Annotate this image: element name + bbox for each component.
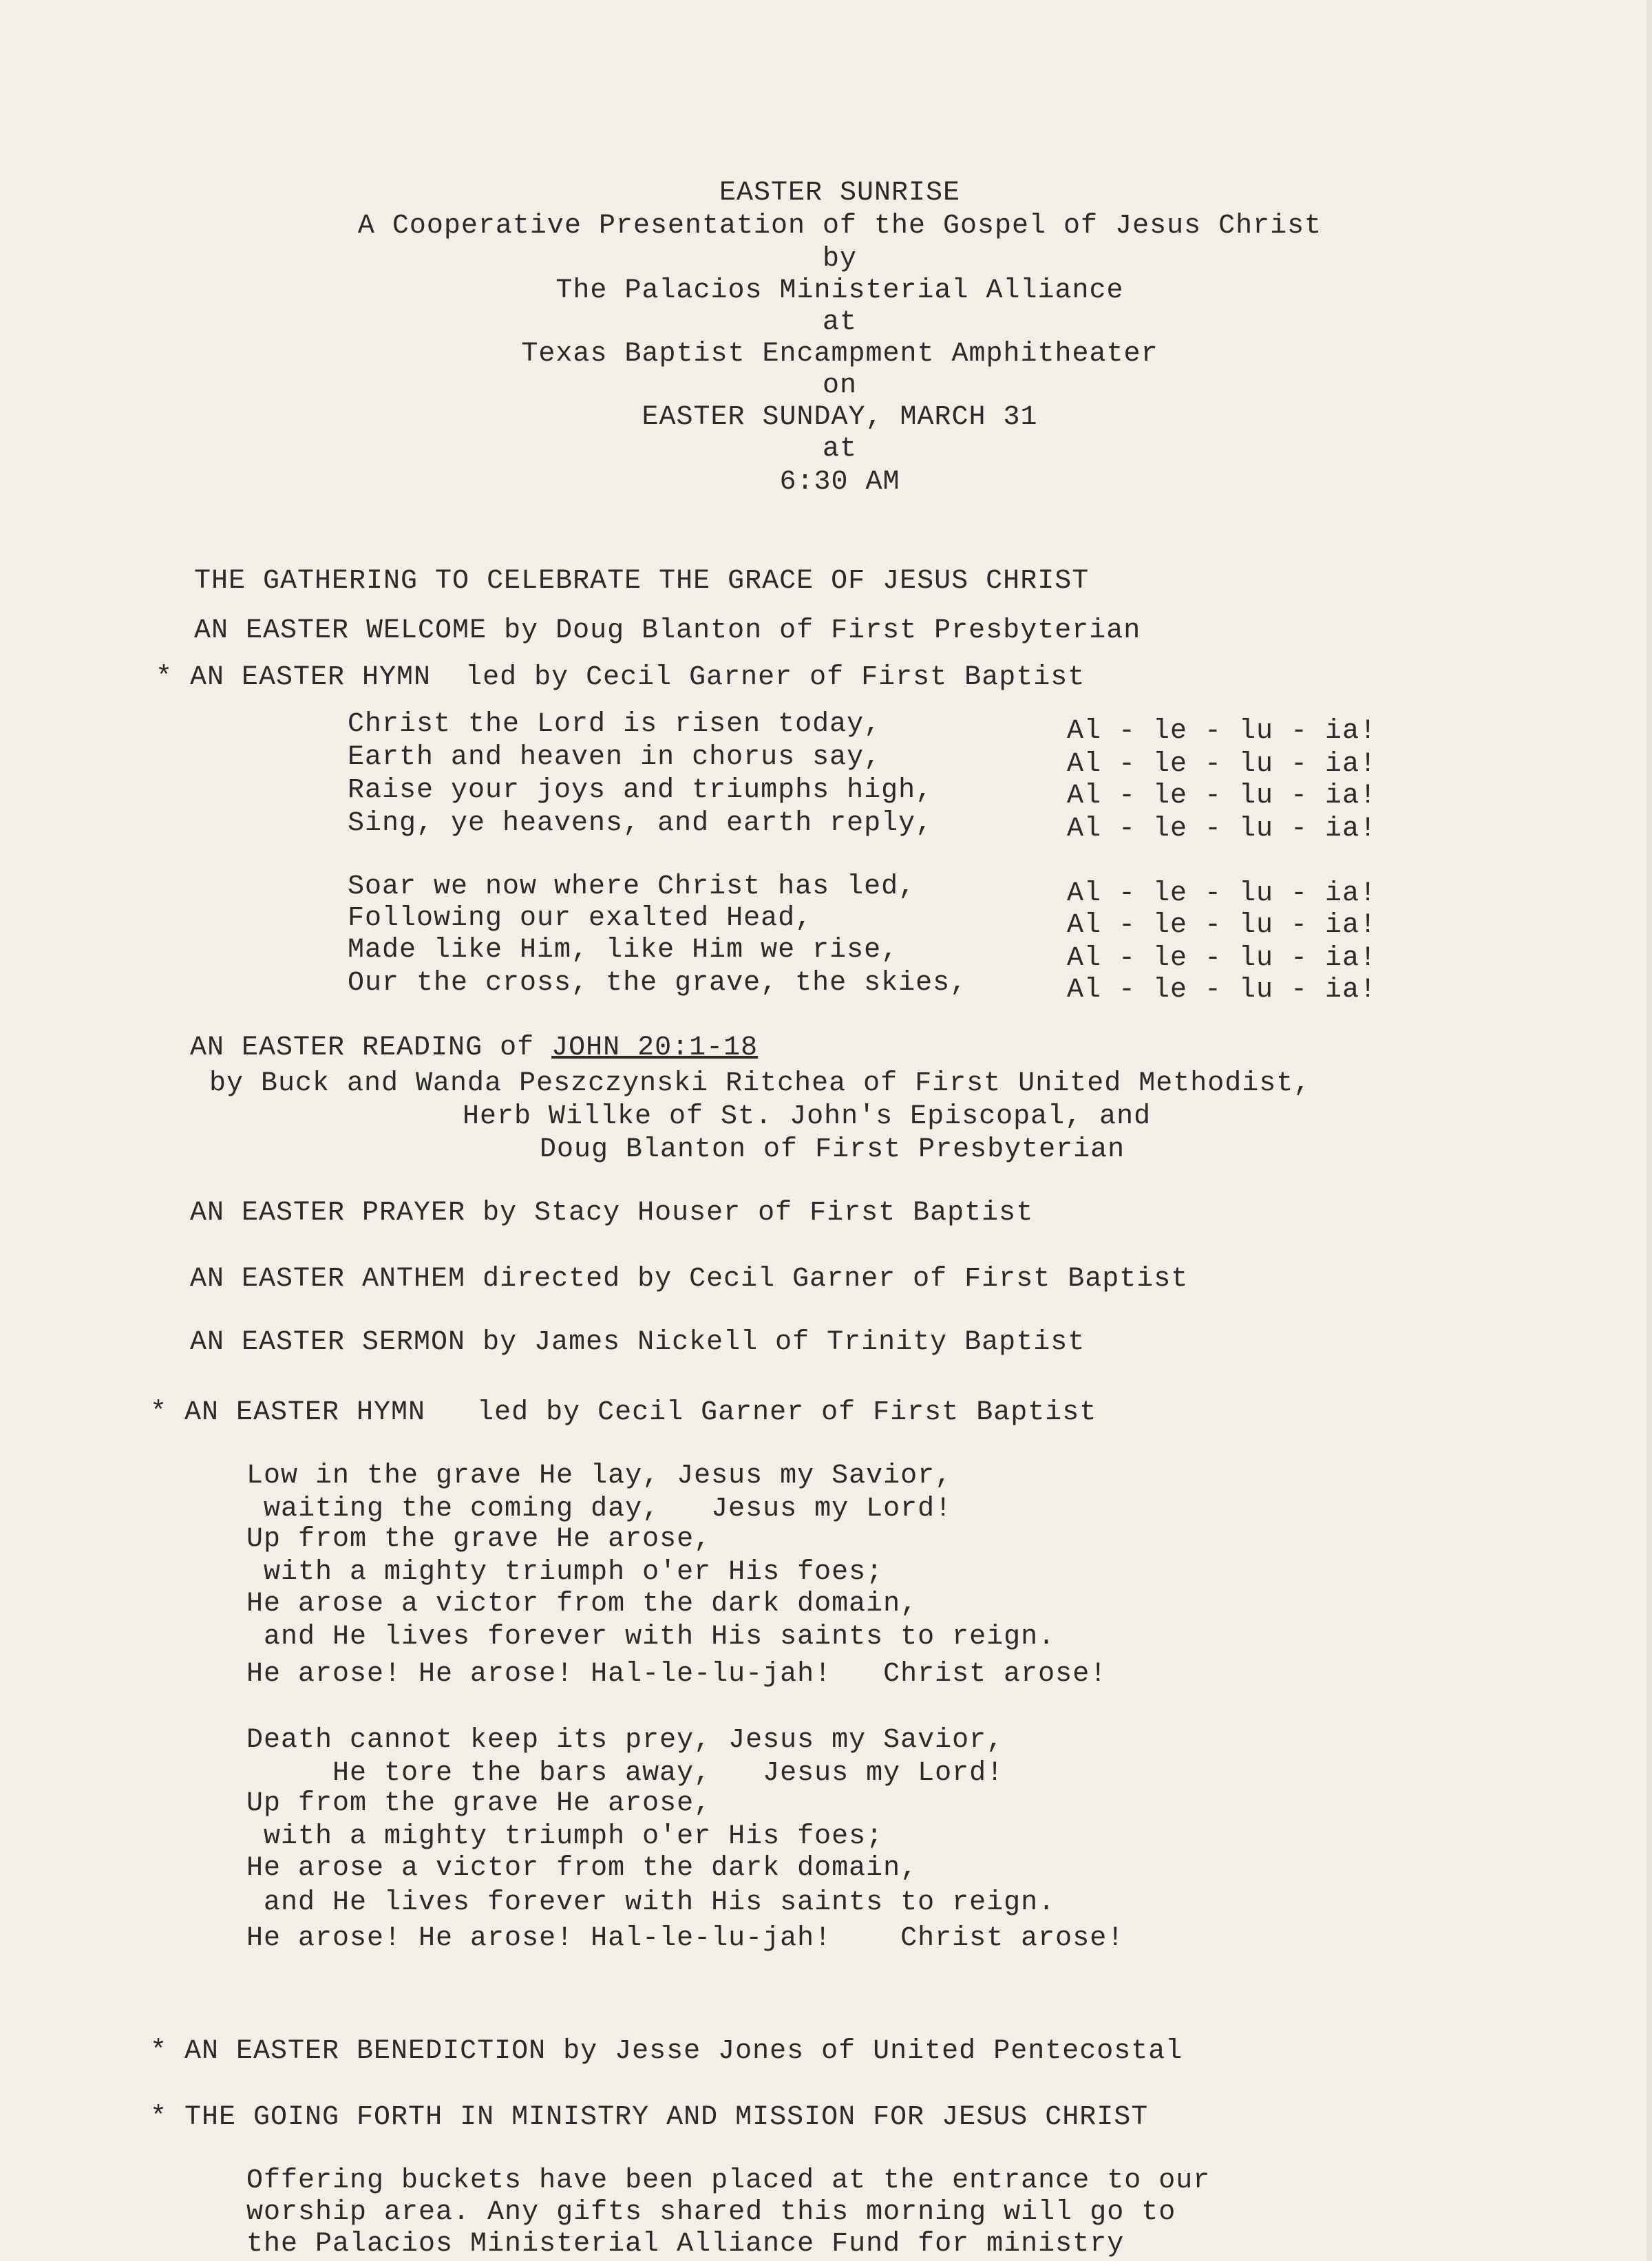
page-edge: [1646, 0, 1652, 2261]
hymn-2-line: Up from the grave He arose,: [246, 1788, 712, 1819]
hymn-1-refrain: Al - le - lu - ia!: [1067, 943, 1377, 974]
hymn-1-refrain: Al - le - lu - ia!: [1067, 910, 1377, 941]
hymn-1-line: Soar we now where Christ has led,: [348, 871, 916, 902]
hymn-1-refrain: Al - le - lu - ia!: [1067, 781, 1377, 811]
at-line-2: at: [822, 434, 857, 465]
hymn-2-line: waiting the coming day, Jesus my Lord!: [246, 1494, 953, 1525]
hymn-1-line: Raise your joys and triumphs high,: [348, 775, 933, 806]
reading-readers-3: Doug Blanton of First Presbyterian: [540, 1134, 1125, 1165]
at-line-1: at: [822, 307, 857, 338]
event-time: 6:30 AM: [779, 467, 900, 498]
prayer-item: AN EASTER PRAYER by Stacy Houser of First Baptist: [190, 1198, 1034, 1229]
reading-heading: [190, 1032, 758, 1064]
event-subtitle: A Cooperative Presentation of the Gospel of Jesus Christ: [357, 211, 1322, 242]
event-title: EASTER SUNRISE: [719, 178, 961, 209]
hymn-2-line: He arose! He arose! Hal-le-lu-jah! Christ arose!: [246, 1659, 1108, 1690]
hymn-2-line: He arose! He arose! Hal-le-lu-jah! Christ arose!: [246, 1923, 1125, 1954]
offering-text: worship area. Any gifts shared this morning will go to: [246, 2197, 1176, 2228]
hymn-1-line: Christ the Lord is risen today,: [348, 709, 882, 740]
hymn-2-line: He arose a victor from the dark domain,: [246, 1853, 918, 1884]
hymn-2-line: with a mighty triumph o'er His foes;: [246, 1557, 884, 1588]
on-line: on: [822, 370, 857, 401]
reading-readers-2: Herb Willke of St. John's Episcopal, and: [463, 1101, 1152, 1132]
offering-text: the Palacios Ministerial Alliance Fund for ministry: [246, 2229, 1125, 2260]
hymn-2-line: and He lives forever with His saints to reign.: [246, 1887, 1056, 1918]
hymn-2-line: He arose a victor from the dark domain,: [246, 1589, 918, 1620]
hymn-1-line: Made like Him, like Him we rise,: [348, 935, 899, 966]
reading-readers-1: by Buck and Wanda Peszczynski Ritchea of First United Methodist,: [209, 1068, 1311, 1099]
hymn-1-refrain: Al - le - lu - ia!: [1067, 814, 1377, 845]
going-forth-heading: * THE GOING FORTH IN MINISTRY AND MISSION FOR JESUS CHRIST: [150, 2102, 1149, 2133]
hymn-2-line: Low in the grave He lay, Jesus my Savior,: [246, 1461, 953, 1492]
hymn-2-line: Up from the grave He arose,: [246, 1524, 712, 1555]
hymn-2-line: with a mighty triumph o'er His foes;: [246, 1821, 884, 1852]
hymn-2-line: Death cannot keep its prey, Jesus my Savior,: [246, 1725, 1004, 1756]
offering-text: Offering buckets have been placed at the entrance to our: [246, 2165, 1211, 2196]
gathering-heading: THE GATHERING TO CELEBRATE THE GRACE OF JESUS CHRIST: [194, 566, 1090, 597]
hymn-2-heading: * AN EASTER HYMN led by Cecil Garner of First Baptist: [150, 1397, 1097, 1428]
venue: Texas Baptist Encampment Amphitheater: [521, 339, 1158, 370]
hymn-2-line: He tore the bars away, Jesus my Lord!: [246, 1758, 1004, 1789]
hymn-1-heading: * AN EASTER HYMN led by Cecil Garner of First Baptist: [156, 662, 1086, 693]
hymn-1-refrain: Al - le - lu - ia!: [1067, 975, 1377, 1006]
hymn-1-refrain: Al - le - lu - ia!: [1067, 749, 1377, 780]
welcome-item: AN EASTER WELCOME by Doug Blanton of First Presbyterian: [194, 615, 1141, 646]
alliance-name: The Palacios Ministerial Alliance: [555, 275, 1124, 306]
sermon-item: AN EASTER SERMON by James Nickell of Trinity Baptist: [190, 1327, 1086, 1358]
benediction-item: * AN EASTER BENEDICTION by Jesse Jones of United Pentecostal: [150, 2036, 1183, 2067]
scripture-reference: JOHN 20:1-18: [551, 1032, 759, 1063]
hymn-1-refrain: Al - le - lu - ia!: [1067, 716, 1377, 747]
hymn-1-line: Sing, ye heavens, and earth reply,: [348, 808, 933, 839]
hymn-2-line: and He lives forever with His saints to reign.: [246, 1622, 1056, 1653]
hymn-1-line: Earth and heaven in chorus say,: [348, 742, 882, 773]
anthem-item: AN EASTER ANTHEM directed by Cecil Garner of First Baptist: [190, 1264, 1189, 1295]
hymn-1-refrain: Al - le - lu - ia!: [1067, 878, 1377, 909]
hymn-1-line: Our the cross, the grave, the skies,: [348, 968, 968, 999]
reading-prefix: AN EASTER READING of: [190, 1032, 552, 1063]
by-line: by: [822, 244, 857, 275]
hymn-1-line: Following our exalted Head,: [348, 903, 813, 934]
event-date: EASTER SUNDAY, MARCH 31: [642, 402, 1038, 433]
